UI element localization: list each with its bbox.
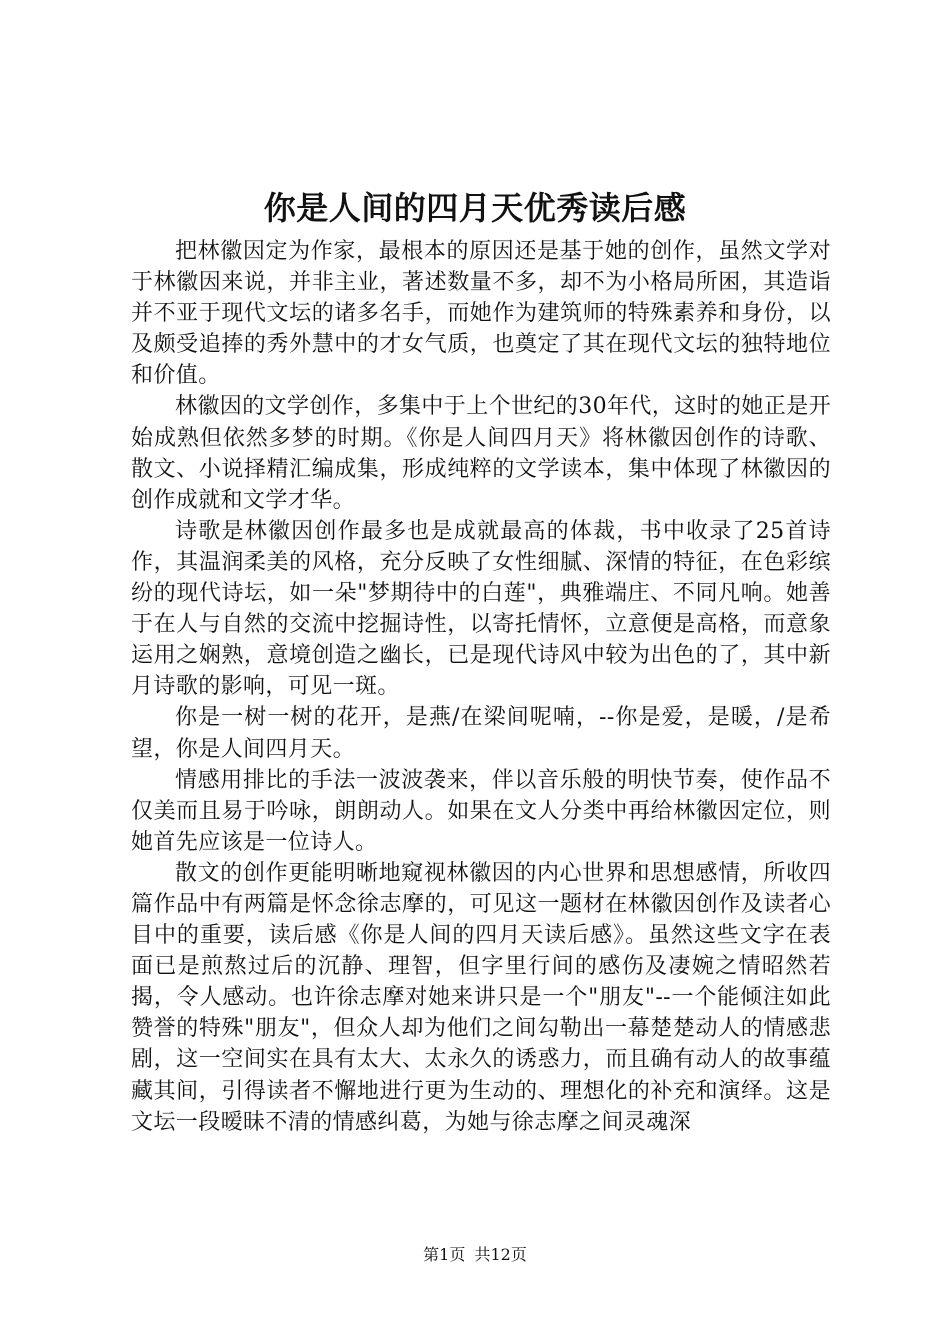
document-title: 你是人间的四月天优秀读后感	[263, 189, 687, 227]
paragraph-2: 林徽因的文学创作，多集中于上个世纪的30年代，这时的她正是开始成熟但依然多梦的时期。《你是人间四月天》将林徽因创作的诗歌、散文、小说择精汇编成集，形成纯粹的文学读本，集中体现了林徽因的创作成就和文学才华。	[131, 394, 831, 513]
page-number: 第1页	[423, 1245, 466, 1264]
page-footer	[0, 1245, 950, 1265]
document-body	[131, 236, 831, 1138]
paragraph-1: 把林徽因定为作家，最根本的原因还是基于她的创作，虽然文学对于林徽因来说，并非主业，著述数量不多，却不为小格局所困，其造诣并不亚于现代文坛的诸多名手，而她作为建筑师的特殊素养和身份，以及颇受追捧的秀外慧中的才女气质，也奠定了其在现代文坛的独特地位和价值。	[131, 239, 831, 389]
paragraph-5: 情感用排比的手法一波波袭来，伴以音乐般的明快节奏，使作品不仅美而且易于吟咏，朗朗动人。如果在文人分类中再给林徽因定位，则她首先应该是一位诗人。	[131, 767, 831, 855]
paragraph-3: 诗歌是林徽因创作最多也是成就最高的体裁，书中收录了25首诗作，其温润柔美的风格，充分反映了女性细腻、深情的特征，在色彩缤纷的现代诗坛，如一朵"梦期待中的白莲"，典雅端庄、不同凡响。她善于在人与自然的交流中挖掘诗性，以寄托情怀，立意便是高格，而意象运用之娴熟，意境创造之幽长，已是现代诗风中较为出色的了，其中新月诗歌的影响，可见一斑。	[131, 518, 831, 700]
paragraph-6: 散文的创作更能明晰地窥视林徽因的内心世界和思想感情，所收四篇作品中有两篇是怀念徐志摩的，可见这一题材在林徽因创作及读者心目中的重要，读后感《你是人间的四月天读后感》。虽然这些文字在表面已是煎熬过后的沉静、理智，但字里行间的感伤及凄婉之情昭然若揭，令人感动。也许徐志摩对她来讲只是一个"朋友"--一个能倾注如此赞誉的特殊"朋友"，但众人却为他们之间勾勒出一幕楚楚动人的情感悲剧，这一空间实在具有太大、太永久的诱惑力，而且确有动人的故事蕴藏其间，引得读者不懈地进行更为生动的、理想化的补充和演绎。这是文坛一段暧昧不清的情感纠葛，为她与徐志摩之间灵魂深	[131, 860, 831, 1135]
paragraph-4-poem-quote: 你是一树一树的花开，是燕/在梁间呢喃，--你是爱，是暖，/是希望，你是人间四月天。	[131, 705, 831, 762]
page-total: 共12页	[474, 1245, 527, 1264]
